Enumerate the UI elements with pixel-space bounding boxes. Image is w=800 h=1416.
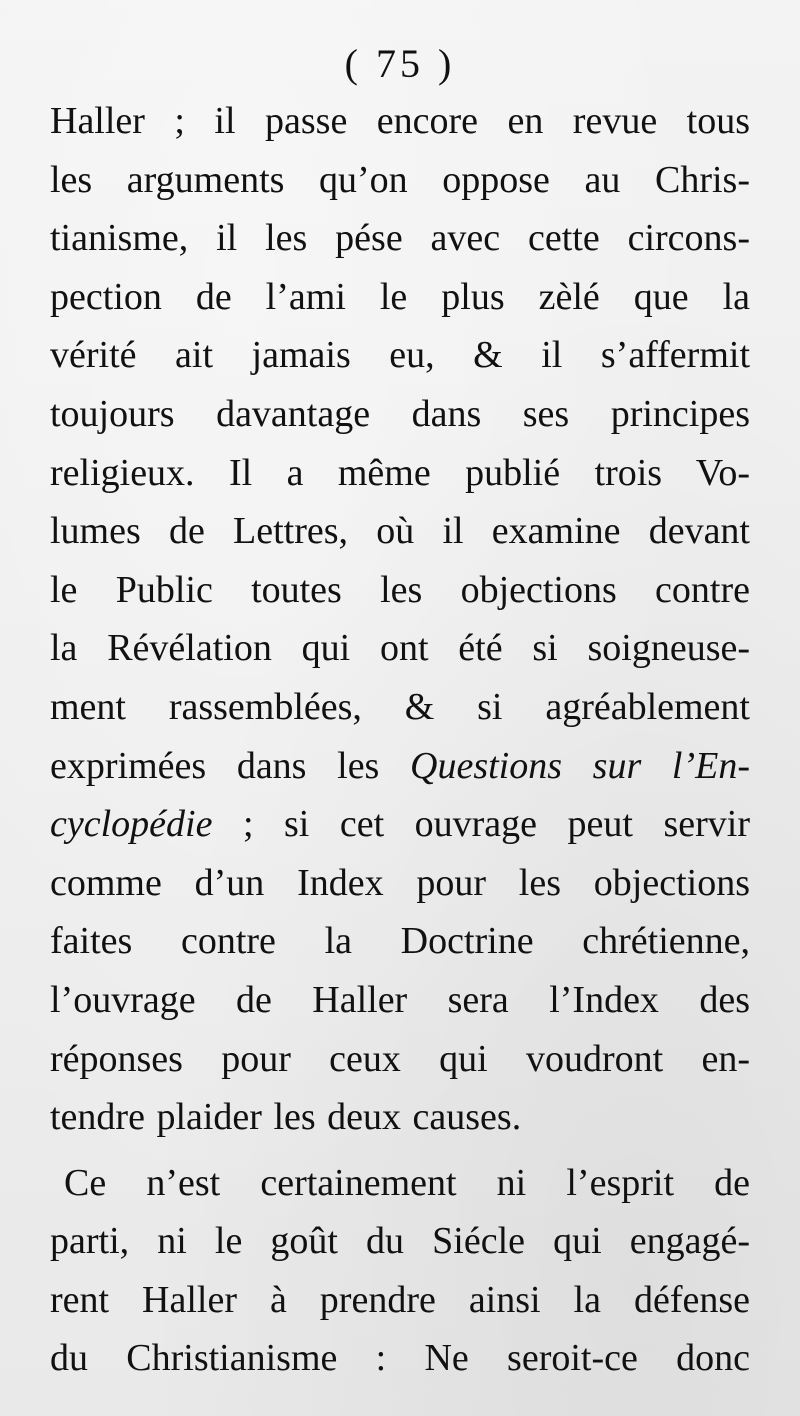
text-line: religieux. Il a même publié trois Vo- <box>50 451 750 494</box>
paragraph-break <box>50 1147 750 1154</box>
page-number: ( 75 ) <box>344 41 456 86</box>
text-line: le Public toutes les objections contre <box>50 568 750 611</box>
text-line: du Christianisme : Ne seroit-ce donc <box>50 1337 750 1380</box>
text-line: réponses pour ceux qui voudront en- <box>50 1037 750 1080</box>
text-line: lumes de Lettres, où il examine devant <box>50 510 750 553</box>
text-line: tendre plaider les deux causes. <box>50 1096 522 1139</box>
text-line: pection de l’ami le plus zèlé que la <box>50 275 750 318</box>
text-line: faites contre la Doctrine chrétienne, <box>50 920 750 963</box>
text-line: l’ouvrage de Haller sera l’Index des <box>50 978 750 1021</box>
text-line: rent Haller à prendre ainsi la défense <box>50 1278 750 1321</box>
text-line: toujours davantage dans ses principes <box>50 392 750 435</box>
text-line: les arguments qu’on oppose au Chris- <box>50 158 750 201</box>
text-line: tianisme, il les pése avec cette circons- <box>50 217 750 260</box>
text-line: Haller ; il passe encore en revue tous <box>50 100 750 142</box>
body-text <box>50 92 750 1388</box>
text-line: Ce n’est certainement ni l’esprit de <box>64 1161 750 1204</box>
text-line: la Révélation qui ont été si soigneuse- <box>50 627 750 670</box>
italic-title: cyclopédie <box>50 803 213 846</box>
text-line: cyclopédie ; si cet ouvrage peut servir <box>50 803 750 846</box>
text-line: comme d’un Index pour les objections <box>50 861 750 904</box>
text-line: parti, ni le goût du Siécle qui engagé- <box>50 1220 750 1263</box>
italic-title: Questions sur l’En- <box>410 744 750 787</box>
text-line: ment rassemblées, & si agréablement <box>50 685 750 728</box>
text-line: exprimées dans les Questions sur l’En- <box>50 744 750 787</box>
text-line: vérité ait jamais eu, & il s’affermit <box>50 334 750 377</box>
